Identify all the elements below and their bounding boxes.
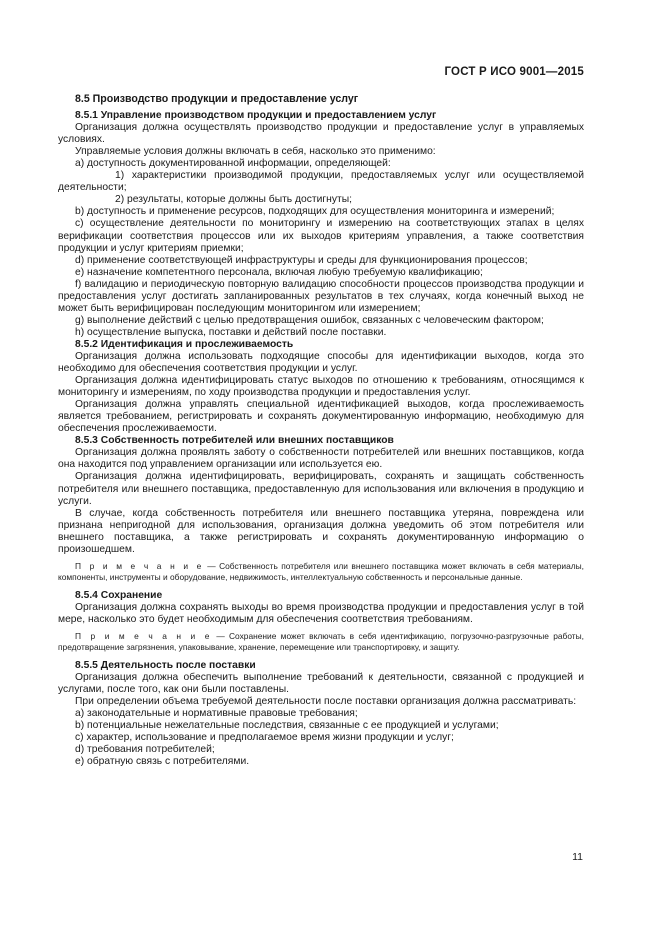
subsection-heading: 8.5.5 Деятельность после поставки	[75, 659, 256, 671]
body-paragraph: f) валидацию и периодическую повторную валидацию способности процессов производства продукции и предоставления услуг достигать запланированных результатов в тех случаях, когда конечный выход не может быть верифицирован последующим мониторингом или измерением;	[58, 278, 584, 314]
body-paragraph: g) выполнение действий с целью предотвращения ошибок, связанных с человеческим фактором;	[75, 314, 544, 326]
body-paragraph: d) применение соответствующей инфраструктуры и среды для функционирования процессов;	[75, 254, 528, 266]
page-number: 11	[572, 851, 583, 863]
body-paragraph: a) доступность документированной информации, определяющей:	[75, 158, 391, 170]
body-paragraph: d) требования потребителей;	[75, 744, 215, 756]
body-paragraph: a) законодательные и нормативные правовые требования;	[75, 708, 358, 720]
body-paragraph: Организация должна обеспечить выполнение требований к деятельности, связанной с продукцией и услугами, после того, как они были поставлены.	[58, 671, 584, 696]
subsection-heading: 8.5.3 Собственность потребителей или внешних поставщиков	[75, 435, 394, 447]
body-paragraph: При определении объема требуемой деятельности после поставки организация должна рассматривать:	[75, 696, 577, 708]
subsection-heading: 8.5.4 Сохранение	[75, 589, 163, 601]
subsection-heading: 8.5.1 Управление производством продукции и предоставлением услуг	[75, 110, 437, 122]
body-paragraph: e) обратную связь с потребителями.	[75, 756, 250, 768]
body-paragraph: Организация должна идентифицировать, верифицировать, сохранять и защищать собственность потребителя или внешнего поставщика, предоставленную для использования или включения в продукцию и услуги.	[58, 471, 584, 507]
body-paragraph: Организация должна управлять специальной идентификацией выходов, когда прослеживаемость является требованием, регистрировать и сохранять документированную информацию, необходимую для обеспечения прослеживаемости.	[58, 399, 584, 435]
body-paragraph: c) характер, использование и предполагаемое время жизни продукции и услуг;	[75, 732, 454, 744]
note-paragraph	[58, 561, 584, 583]
subsection-heading: 8.5.2 Идентификация и прослеживаемость	[75, 338, 294, 350]
section-heading: 8.5 Производство продукции и предоставление услуг	[75, 93, 359, 105]
body-paragraph: В случае, когда собственность потребителя или внешнего поставщика утеряна, повреждена или признана непригодной для использования, организация должна уведомить об этом потребителя или внешнего поставщика, а также регистрировать и сохранять документированную информацию о произошедшем.	[58, 507, 584, 555]
body-paragraph: c) осуществление деятельности по мониторингу и измерению на соответствующих этапах в целях верификации соответствия процессов или их выходов критериям управления, а также соответствия продукции и услуг критериям приемки;	[58, 218, 584, 254]
body-paragraph: b) потенциальные нежелательные последствия, связанные с ее продукцией и услугами;	[75, 720, 499, 732]
body-paragraph: e) назначение компетентного персонала, включая любую требуемую квалификацию;	[75, 266, 483, 278]
body-paragraph: b) доступность и применение ресурсов, подходящих для осуществления мониторинга и измерений;	[75, 206, 555, 218]
standard-code-header: ГОСТ Р ИСО 9001—2015	[444, 66, 584, 78]
body-paragraph: 2) результаты, которые должны быть достигнуты;	[115, 194, 352, 206]
body-paragraph: Организация должна идентифицировать статус выходов по отношению к требованиям, относящимся к мониторингу и измерениям, по ходу производства продукции и предоставления услуг.	[58, 375, 584, 399]
note-label: П р и м е ч а н и е	[75, 560, 204, 571]
body-paragraph: Управляемые условия должны включать в себя, насколько это применимо:	[75, 146, 436, 158]
note-label: П р и м е ч а н и е	[75, 630, 212, 641]
note-text: — Собственность потребителя или внешнего поставщика может включать в себя материалы, компоненты, инструменты и оборудование, недвижимость, интеллектуальную собственность и персональные данные.	[58, 560, 584, 582]
body-paragraph: 1) характеристики производимой продукции, предоставляемых услуг или осуществляемой деятельности;	[58, 170, 584, 194]
body-paragraph: Организация должна осуществлять производство продукции и предоставление услуг в управляемых условиях.	[58, 122, 584, 146]
body-paragraph: Организация должна использовать подходящие способы для идентификации выходов, когда это необходимо для обеспечения соответствия продукции и услуг.	[58, 350, 584, 375]
document-body	[58, 93, 584, 768]
body-paragraph: Организация должна сохранять выходы во время производства продукции и предоставления услуг в той мере, насколько это будет необходимым для обеспечения соответствия требованиям.	[58, 601, 584, 625]
body-paragraph: h) осуществление выпуска, поставки и действий после поставки.	[75, 326, 387, 338]
body-paragraph: Организация должна проявлять заботу о собственности потребителей или внешних поставщиков, когда она находится под управлением организации или используется ею.	[58, 447, 584, 471]
note-text: — Сохранение может включать в себя идентификацию, погрузочно-разгрузочные работы, предотвращение загрязнения, упаковывание, хранение, перемещение или транспортировку, и защиту.	[58, 630, 584, 652]
note-paragraph	[58, 631, 584, 653]
